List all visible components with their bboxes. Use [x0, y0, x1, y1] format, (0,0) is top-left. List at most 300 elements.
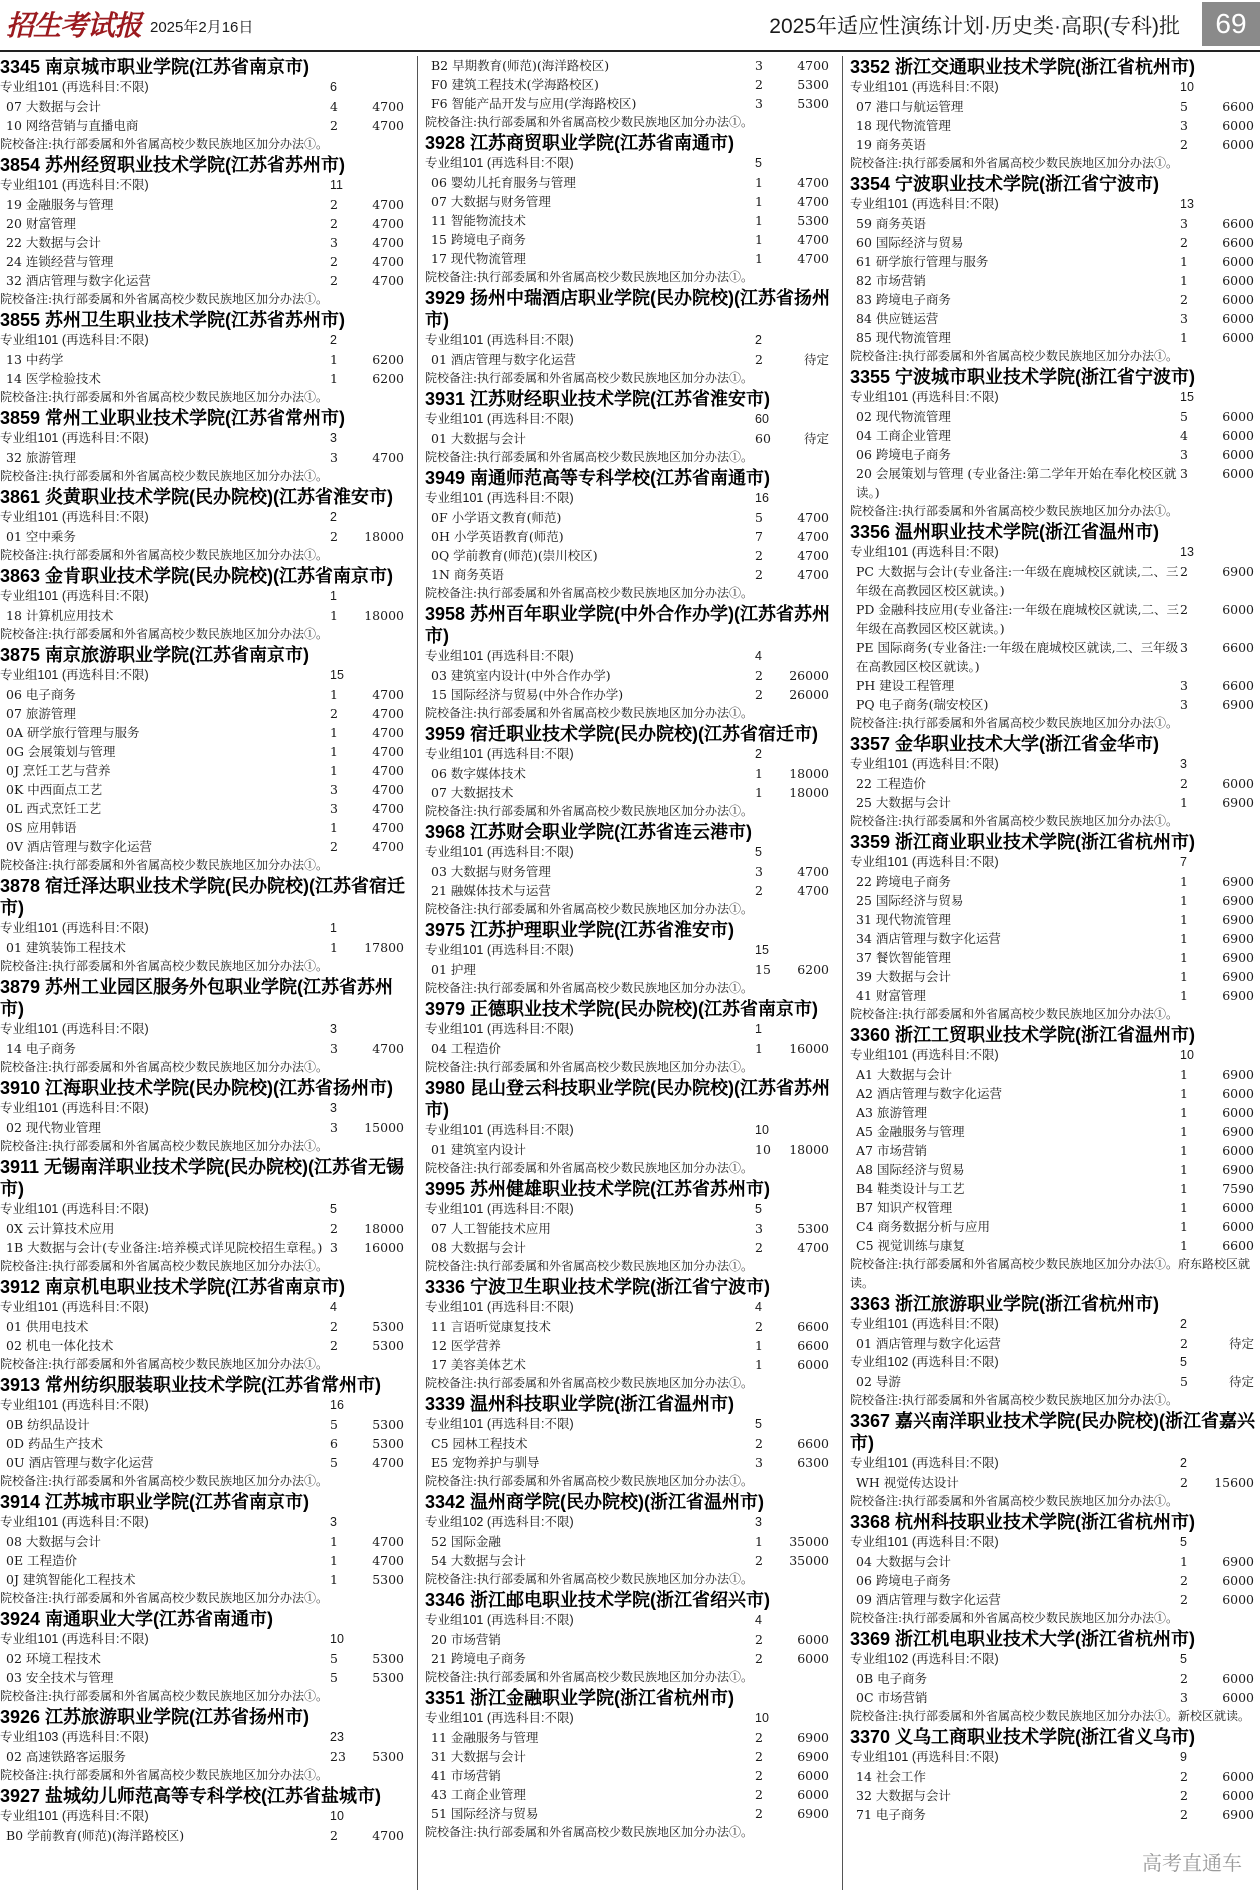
major-row: [0, 97, 410, 116]
major-group-label: 专业组101 (再选科目:不限): [425, 412, 574, 426]
major-name: 54 大数据与会计: [431, 1553, 526, 1568]
school-entry: [850, 1628, 1260, 1726]
school-entry: [0, 875, 410, 976]
major-name: 0S 应用韩语: [6, 820, 77, 835]
major-name: 0V 酒店管理与数字化运营: [6, 839, 152, 854]
school-entry: [850, 1293, 1260, 1410]
major-group-count: 10: [330, 1809, 344, 1823]
tuition-fee: 6900: [1222, 1162, 1254, 1177]
major-group-header: [425, 647, 835, 666]
enrollment-count: 1: [755, 1534, 763, 1549]
enrollment-count: 2: [755, 883, 763, 898]
major-group-label: 专业组101 (再选科目:不限): [425, 333, 574, 347]
enrollment-count: 3: [330, 235, 338, 250]
major-row: [425, 429, 835, 448]
major-name: A7 市场营销: [856, 1143, 927, 1158]
enrollment-count: 2: [330, 1221, 338, 1236]
tuition-fee: 6000: [1222, 1671, 1254, 1686]
major-group-label: 专业组101 (再选科目:不限): [0, 80, 149, 94]
major-name: A1 大数据与会计: [856, 1067, 952, 1082]
tuition-fee: 6000: [1222, 428, 1254, 443]
major-name: F0 建筑工程技术(学海路校区): [431, 77, 599, 92]
major-group-header: [850, 1046, 1260, 1065]
tuition-fee: 6000: [1222, 137, 1254, 152]
tuition-fee: 6000: [797, 1632, 829, 1647]
major-group-label: 专业组101 (再选科目:不限): [0, 1300, 149, 1314]
school-note: 院校备注:执行部委属和外省属高校少数民族地区加分办法①。: [425, 1474, 754, 1488]
school-entry: [425, 723, 835, 821]
tuition-fee: 4700: [372, 273, 404, 288]
enrollment-count: 3: [330, 801, 338, 816]
major-row: [850, 252, 1260, 271]
enrollment-count: 2: [755, 77, 763, 92]
major-group-count: 13: [1180, 197, 1194, 211]
enrollment-count: 2: [330, 118, 338, 133]
school-note: 院校备注:执行部委属和外省属高校少数民族地区加分办法①。: [850, 814, 1179, 828]
school-name: 3928 江苏商贸职业学院(江苏省南通市): [425, 133, 735, 153]
major-group-label: 专业组101 (再选科目:不限): [850, 1535, 999, 1549]
school-note: 院校备注:执行部委属和外省属高校少数民族地区加分办法①。: [425, 450, 754, 464]
major-group-label: 专业组101 (再选科目:不限): [0, 589, 149, 603]
major-name: 03 建筑室内设计(中外合作办学): [431, 668, 611, 683]
tuition-fee: 6600: [797, 1436, 829, 1451]
enrollment-count: 2: [1180, 602, 1188, 617]
tuition-fee: 18000: [789, 766, 829, 781]
major-name: B4 鞋类设计与工艺: [856, 1181, 965, 1196]
school-name: 3369 浙江机电职业技术大学(浙江省杭州市): [850, 1629, 1196, 1649]
school-name: 3927 盐城幼儿师范高等专科学校(江苏省盐城市): [0, 1786, 382, 1806]
tuition-fee: 6000: [797, 1651, 829, 1666]
major-name: 06 跨境电子商务: [856, 1573, 951, 1588]
school-name: 3980 昆山登云科技职业学院(民办院校)(江苏省苏州市): [425, 1078, 831, 1120]
major-group-label: 专业组101 (再选科目:不限): [425, 156, 574, 170]
major-row: [425, 350, 835, 369]
major-row: [425, 192, 835, 211]
enrollment-count: 2: [1180, 137, 1188, 152]
major-name: 19 金融服务与管理: [6, 197, 114, 212]
enrollment-count: 2: [755, 352, 763, 367]
school-note: 院校备注:执行部委属和外省属高校少数民族地区加分办法①。: [0, 1768, 329, 1782]
major-group-header: [0, 1807, 410, 1826]
major-name: 1B 大数据与会计(专业备注:培养模式详见院校招生章程。): [6, 1240, 323, 1255]
major-name: 03 大数据与财务管理: [431, 864, 551, 879]
major-row: [0, 195, 410, 214]
tuition-fee: 6900: [797, 1806, 829, 1821]
enrollment-count: 1: [1180, 912, 1188, 927]
tuition-fee: 4700: [372, 1553, 404, 1568]
enrollment-count: 5: [1180, 409, 1188, 424]
major-row: [425, 881, 835, 900]
school-note: 院校备注:执行部委属和外省属高校少数民族地区加分办法①。: [425, 1376, 754, 1390]
school-note: 院校备注:执行部委属和外省属高校少数民族地区加分办法①。: [425, 804, 754, 818]
school-note: 院校备注:执行部委属和外省属高校少数民族地区加分办法①。: [425, 1161, 754, 1175]
enrollment-count: 2: [755, 1553, 763, 1568]
enrollment-count: 2: [1180, 1573, 1188, 1588]
enrollment-count: 1: [755, 785, 763, 800]
school-entry: [0, 1785, 410, 1845]
school-name: 3912 南京机电职业技术学院(江苏省南京市): [0, 1277, 346, 1297]
major-name: 0F 小学语文教育(师范): [431, 510, 562, 525]
major-group-count: 1: [755, 1022, 762, 1036]
major-name: 18 计算机应用技术: [6, 608, 114, 623]
major-group-header: [425, 941, 835, 960]
tuition-fee: 4700: [372, 820, 404, 835]
major-row: [850, 1767, 1260, 1786]
major-group-label: 专业组101 (再选科目:不限): [425, 1711, 574, 1725]
major-row: [425, 56, 835, 75]
enrollment-count: 1: [1180, 1554, 1188, 1569]
enrollment-count: 2: [1180, 564, 1188, 579]
major-name: 01 护理: [431, 962, 476, 977]
tuition-fee: 5300: [372, 1651, 404, 1666]
school-name: 3949 南通师范高等专科学校(江苏省南通市): [425, 468, 771, 488]
major-row: [850, 638, 1260, 676]
enrollment-count: 4: [330, 99, 338, 114]
major-group-count: 6: [330, 80, 337, 94]
school-name: 3363 浙江旅游职业学院(浙江省杭州市): [850, 1294, 1160, 1314]
page-number: 69: [1202, 2, 1260, 46]
major-group-header: [0, 1020, 410, 1039]
school-entry: [0, 1608, 410, 1706]
major-name: 08 大数据与会计: [6, 1534, 101, 1549]
major-row: [0, 1532, 410, 1551]
tuition-fee: 4700: [372, 1041, 404, 1056]
tuition-fee: 6000: [1222, 330, 1254, 345]
major-row: [0, 1551, 410, 1570]
major-group-label: 专业组101 (再选科目:不限): [425, 1300, 574, 1314]
major-row: [850, 1552, 1260, 1571]
school-entry: [0, 565, 410, 644]
tuition-fee: 6900: [1222, 874, 1254, 889]
tuition-fee: 6900: [1222, 969, 1254, 984]
tuition-fee: 16000: [789, 1041, 829, 1056]
major-row: [425, 230, 835, 249]
school-entry: [850, 56, 1260, 173]
school-name: 3356 温州职业技术学院(浙江省温州市): [850, 522, 1160, 542]
enrollment-count: 2: [755, 1632, 763, 1647]
major-name: 37 餐饮智能管理: [856, 950, 951, 965]
school-note: 院校备注:执行部委属和外省属高校少数民族地区加分办法①。: [425, 706, 754, 720]
major-group-label: 专业组101 (再选科目:不限): [0, 1202, 149, 1216]
enrollment-count: 2: [755, 1319, 763, 1334]
major-group-label: 专业组101 (再选科目:不限): [425, 491, 574, 505]
major-group-header: [0, 1630, 410, 1649]
issue-date: 2025年2月16日: [150, 19, 254, 36]
major-row: [850, 891, 1260, 910]
major-name: 13 中药学: [6, 352, 64, 367]
major-name: 41 市场营销: [431, 1768, 501, 1783]
school-name: 3995 苏州健雄职业技术学院(江苏省苏州市): [425, 1179, 771, 1199]
major-row: [850, 1473, 1260, 1492]
major-group-count: 5: [330, 1202, 337, 1216]
major-row: [425, 1238, 835, 1257]
major-group-count: 5: [755, 156, 762, 170]
major-row: [0, 1826, 410, 1845]
school-entry: [425, 1077, 835, 1178]
tuition-fee: 4700: [372, 99, 404, 114]
major-group-label: 专业组101 (再选科目:不限): [850, 1750, 999, 1764]
enrollment-count: 2: [1180, 1592, 1188, 1607]
school-name: 3370 义乌工商职业技术学院(浙江省义乌市): [850, 1727, 1196, 1747]
major-group-header: [0, 1298, 410, 1317]
major-group-header: [850, 1454, 1260, 1473]
major-group-label: 专业组102 (再选科目:不限): [850, 1355, 999, 1369]
major-group-count: 60: [755, 412, 769, 426]
tuition-fee: 16000: [364, 1240, 404, 1255]
tuition-fee: 6000: [1222, 1573, 1254, 1588]
major-group-header: [850, 755, 1260, 774]
major-row: [0, 780, 410, 799]
major-group-count: 2: [330, 333, 337, 347]
major-row: [425, 1453, 835, 1472]
major-row: [425, 1785, 835, 1804]
major-name: 07 大数据与财务管理: [431, 194, 551, 209]
tuition-fee: 6000: [1222, 447, 1254, 462]
major-row: [425, 508, 835, 527]
enrollment-count: 2: [755, 1651, 763, 1666]
enrollment-count: 1: [330, 1534, 338, 1549]
tuition-fee: 6900: [1222, 795, 1254, 810]
major-name: 04 大数据与会计: [856, 1554, 951, 1569]
major-group-label: 专业组101 (再选科目:不限): [850, 1456, 999, 1470]
tuition-fee: 6000: [1222, 1788, 1254, 1803]
enrollment-count: 2: [755, 1749, 763, 1764]
major-row: [850, 967, 1260, 986]
major-name: 07 旅游管理: [6, 706, 76, 721]
major-group-header: [850, 1650, 1260, 1669]
major-row: [0, 1570, 410, 1589]
tuition-fee: 4700: [797, 864, 829, 879]
tuition-fee: 15600: [1214, 1475, 1254, 1490]
school-name: 3861 炎黄职业技术学院(民办院校)(江苏省淮安市): [0, 487, 394, 507]
school-entry: [0, 1156, 410, 1276]
major-name: 06 电子商务: [6, 687, 76, 702]
major-row: [850, 929, 1260, 948]
major-name: 43 工商企业管理: [431, 1787, 526, 1802]
enrollment-count: 1: [1180, 1181, 1188, 1196]
major-row: [0, 1747, 410, 1766]
major-row: [850, 986, 1260, 1005]
enrollment-count: 1: [1180, 330, 1188, 345]
major-row: [850, 407, 1260, 426]
enrollment-count: 5: [755, 510, 763, 525]
enrollment-count: 1: [755, 232, 763, 247]
major-group-header: [0, 1396, 410, 1415]
tuition-fee: 6900: [1222, 912, 1254, 927]
major-name: 83 跨境电子商务: [856, 292, 951, 307]
tuition-fee: 6000: [1222, 602, 1254, 617]
major-name: 0B 纺织品设计: [6, 1417, 90, 1432]
major-group-label: 专业组101 (再选科目:不限): [425, 1613, 574, 1627]
school-note: 院校备注:执行部委属和外省属高校少数民族地区加分办法①。: [425, 1670, 754, 1684]
tuition-fee: 5300: [372, 1749, 404, 1764]
enrollment-count: 3: [755, 1455, 763, 1470]
major-name: 01 建筑装饰工程技术: [6, 940, 126, 955]
major-row: [850, 948, 1260, 967]
tuition-fee: 4700: [797, 58, 829, 73]
enrollment-count: 1: [1180, 931, 1188, 946]
major-row: [425, 1728, 835, 1747]
enrollment-count: 2: [1180, 1769, 1188, 1784]
major-group-header: [850, 1315, 1260, 1334]
major-row: [0, 938, 410, 957]
major-group-label: 专业组101 (再选科目:不限): [0, 1022, 149, 1036]
school-note: 院校备注:执行部委属和外省属高校少数民族地区加分办法①。: [425, 1825, 754, 1839]
school-entry: [850, 831, 1260, 1024]
major-row: [0, 448, 410, 467]
major-name: 17 现代物流管理: [431, 251, 526, 266]
enrollment-count: 1: [330, 1553, 338, 1568]
tuition-fee: 4700: [797, 194, 829, 209]
school-entry: [425, 998, 835, 1077]
column-1: [0, 56, 410, 1890]
tuition-fee: 6000: [1222, 273, 1254, 288]
major-name: 21 融媒体技术与运营: [431, 883, 551, 898]
column-2: [425, 56, 835, 1890]
enrollment-count: 2: [330, 839, 338, 854]
major-group-count: 5: [1180, 1535, 1187, 1549]
enrollment-count: 10: [755, 1142, 771, 1157]
tuition-fee: 6000: [1222, 292, 1254, 307]
tuition-fee: 6200: [797, 962, 829, 977]
major-row: [850, 562, 1260, 600]
major-row: [850, 1217, 1260, 1236]
enrollment-count: 2: [330, 529, 338, 544]
major-name: 32 酒店管理与数字化运营: [6, 273, 151, 288]
major-row: [0, 1317, 410, 1336]
major-row: [850, 1805, 1260, 1824]
major-name: 20 市场营销: [431, 1632, 501, 1647]
school-entry: [425, 1491, 835, 1589]
enrollment-count: 5: [330, 1651, 338, 1666]
major-row: [425, 1766, 835, 1785]
school-entry: [0, 1276, 410, 1374]
major-group-count: 10: [1180, 1048, 1194, 1062]
major-name: 14 电子商务: [6, 1041, 76, 1056]
major-name: 0L 西式烹饪工艺: [6, 801, 102, 816]
major-name: F6 智能产品开发与应用(学海路校区): [431, 96, 637, 111]
major-name: 01 空中乘务: [6, 529, 76, 544]
major-group-label: 专业组101 (再选科目:不限): [850, 1317, 999, 1331]
school-note: 院校备注:执行部委属和外省属高校少数民族地区加分办法①。新校区就读。: [850, 1709, 1251, 1723]
major-group-label: 专业组101 (再选科目:不限): [0, 1515, 149, 1529]
tuition-fee: 6900: [797, 1749, 829, 1764]
major-group-count: 11: [330, 178, 343, 192]
major-group-header: [0, 919, 410, 938]
column-divider: [842, 56, 843, 1890]
major-group-header: [425, 331, 835, 350]
major-row: [850, 1141, 1260, 1160]
masthead: [0, 0, 1260, 50]
enrollment-count: 2: [330, 706, 338, 721]
enrollment-count: 2: [755, 567, 763, 582]
major-row: [425, 862, 835, 881]
major-group-count: 2: [755, 747, 762, 761]
tuition-fee: 6000: [1222, 118, 1254, 133]
major-group-label: 专业组102 (再选科目:不限): [850, 1652, 999, 1666]
major-row: [850, 1103, 1260, 1122]
tuition-fee: 6000: [1222, 1769, 1254, 1784]
major-row: [425, 1551, 835, 1570]
major-group-header: [850, 388, 1260, 407]
enrollment-count: 2: [1180, 1788, 1188, 1803]
major-group-header: [0, 1513, 410, 1532]
major-row: [850, 328, 1260, 347]
major-name: 24 连锁经营与管理: [6, 254, 114, 269]
major-name: 25 国际经济与贸易: [856, 893, 964, 908]
major-group-label: 专业组101 (再选科目:不限): [0, 431, 149, 445]
school-name: 3878 宿迁泽达职业技术学院(民办院校)(江苏省宿迁市): [0, 876, 406, 918]
enrollment-count: 1: [330, 687, 338, 702]
major-row: [850, 695, 1260, 714]
major-row: [850, 290, 1260, 309]
tuition-fee: 18000: [364, 608, 404, 623]
major-name: A8 国际经济与贸易: [856, 1162, 965, 1177]
major-row: [425, 94, 835, 113]
major-row: [425, 75, 835, 94]
major-name: 07 人工智能技术应用: [431, 1221, 551, 1236]
major-name: 41 财富管理: [856, 988, 926, 1003]
enrollment-count: 1: [755, 766, 763, 781]
enrollment-count: 3: [1180, 697, 1188, 712]
major-group-label: 专业组101 (再选科目:不限): [0, 333, 149, 347]
major-group-header: [425, 1415, 835, 1434]
major-name: 06 跨境电子商务: [856, 447, 951, 462]
school-entry: [850, 1024, 1260, 1293]
school-name: 3352 浙江交通职业技术学院(浙江省杭州市): [850, 57, 1196, 77]
major-row: [0, 1238, 410, 1257]
school-note: 院校备注:执行部委属和外省属高校少数民族地区加分办法①。: [0, 390, 329, 404]
major-name: 20 财富管理: [6, 216, 76, 231]
major-group-label: 专业组102 (再选科目:不限): [425, 1515, 574, 1529]
school-note: 院校备注:执行部委属和外省属高校少数民族地区加分办法①。: [0, 1474, 329, 1488]
enrollment-count: 1: [1180, 795, 1188, 810]
major-name: PE 国际商务(专业备注:一年级在鹿城校区就读,二、三年级在高教园区校区就读。): [856, 640, 1179, 674]
school-note: 院校备注:执行部委属和外省属高校少数民族地区加分办法①。: [850, 349, 1179, 363]
major-name: 85 现代物流管理: [856, 330, 951, 345]
major-row: [425, 546, 835, 565]
school-entry: [425, 132, 835, 287]
major-row: [425, 1039, 835, 1058]
major-name: 22 跨境电子商务: [856, 874, 951, 889]
major-name: 10 网络营销与直播电商: [6, 118, 139, 133]
school-entry: [0, 1491, 410, 1608]
major-group-header: [850, 1533, 1260, 1552]
major-name: 84 供应链运营: [856, 311, 939, 326]
school-entry: [850, 1726, 1260, 1824]
tuition-fee: 6000: [1222, 311, 1254, 326]
tuition-fee: 4700: [797, 529, 829, 544]
major-row: [850, 676, 1260, 695]
enrollment-count: 1: [330, 371, 338, 386]
tuition-fee: 6900: [1222, 931, 1254, 946]
major-group-header: [425, 1020, 835, 1039]
major-name: B0 学前教育(师范)(海洋路校区): [6, 1828, 185, 1843]
tuition-fee: 4700: [372, 254, 404, 269]
school-name: 3354 宁波职业技术学院(浙江省宁波市): [850, 174, 1160, 194]
major-name: 08 大数据与会计: [431, 1240, 526, 1255]
major-row: [850, 1179, 1260, 1198]
tuition-fee: 6000: [1222, 254, 1254, 269]
major-row: [850, 214, 1260, 233]
school-note: 院校备注:执行部委属和外省属高校少数民族地区加分办法①。府东路校区就读。: [850, 1257, 1251, 1290]
tuition-fee: 4700: [372, 687, 404, 702]
enrollment-count: 1: [755, 1357, 763, 1372]
enrollment-count: 5: [330, 1455, 338, 1470]
major-row: [850, 1669, 1260, 1688]
tuition-fee: 4700: [372, 118, 404, 133]
tuition-fee: 4700: [372, 744, 404, 759]
